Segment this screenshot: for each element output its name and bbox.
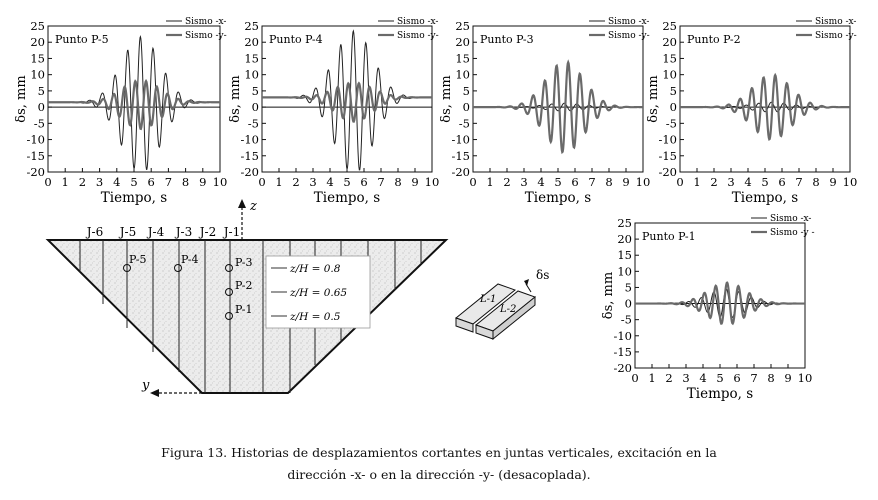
legend-label: Sismo -x- <box>608 17 650 27</box>
x-axis-label: Tiempo, s <box>686 386 754 402</box>
x-tick-label: 5 <box>761 175 769 189</box>
legend-label: Sismo -y- <box>185 31 227 41</box>
plot-frame <box>635 223 805 368</box>
joint-label-j6: J-6 <box>86 225 104 239</box>
x-tick-label: 2 <box>503 175 511 189</box>
x-tick-label: 10 <box>842 175 858 189</box>
y-tick-label: -5 <box>458 116 470 131</box>
x-tick-label: 0 <box>631 371 639 385</box>
y-axis-label: δs, mm <box>14 75 29 123</box>
x-tick-label: 0 <box>258 175 266 189</box>
x-axis-label: Tiempo, s <box>731 190 799 206</box>
x-tick-label: 2 <box>665 371 673 385</box>
x-tick-label: 9 <box>622 175 630 189</box>
x-tick-label: 9 <box>199 175 207 189</box>
series-line-sismo-x <box>262 31 432 170</box>
chart-punto-p4 <box>228 17 439 206</box>
y-axis-label: y <box>142 378 150 393</box>
x-tick-label: 7 <box>164 175 173 189</box>
y-tick-label: 25 <box>617 216 632 230</box>
x-tick-label: 1 <box>486 175 494 189</box>
figure-caption-line1: Figura 13. Historias de desplazamientos cortantes en juntas verticales, excitación en la <box>161 445 717 460</box>
y-tick-label: 0 <box>251 100 259 115</box>
chart-punto-p3 <box>439 17 650 206</box>
y-tick-label: 15 <box>244 51 259 66</box>
y-tick-label: -5 <box>620 312 632 327</box>
y-tick-label: 20 <box>30 35 45 50</box>
x-tick-label: 6 <box>778 175 786 189</box>
x-tick-label: 1 <box>275 175 283 189</box>
y-tick-label: 10 <box>455 67 470 82</box>
x-tick-label: 9 <box>411 175 419 189</box>
block-label-l2: L-2 <box>500 304 517 315</box>
y-tick-label: -20 <box>613 361 632 375</box>
depth-level-065: z/H = 0.65 <box>290 287 348 299</box>
chart-title: Punto P-2 <box>687 33 741 46</box>
x-tick-label: 6 <box>571 175 579 189</box>
legend-label: Sismo -y - <box>770 228 815 238</box>
y-tick-label: -15 <box>240 148 259 163</box>
x-axis-label: Tiempo, s <box>313 190 381 206</box>
x-tick-label: 4 <box>326 175 334 189</box>
x-tick-label: 8 <box>181 175 190 189</box>
y-tick-label: 10 <box>617 264 632 279</box>
y-tick-label: 25 <box>662 19 677 33</box>
y-tick-label: 0 <box>37 100 45 115</box>
x-axis-label: Tiempo, s <box>100 190 168 206</box>
y-tick-label: 0 <box>669 100 677 115</box>
x-tick-label: 2 <box>710 175 718 189</box>
x-tick-label: 10 <box>424 175 440 189</box>
x-tick-label: 7 <box>377 175 385 189</box>
chart-title: Punto P-4 <box>269 33 323 46</box>
x-tick-label: 6 <box>360 175 368 189</box>
y-arrow-head <box>150 389 159 397</box>
x-tick-label: 2 <box>78 175 87 189</box>
x-tick-label: 4 <box>699 371 707 385</box>
y-tick-label: -15 <box>613 344 632 359</box>
y-tick-label: 15 <box>662 51 677 66</box>
series-line-sismo-y <box>262 83 432 121</box>
x-tick-label: 5 <box>343 175 351 189</box>
z-arrow-head <box>238 199 246 208</box>
x-tick-label: 4 <box>113 175 121 189</box>
legend-label: Sismo -x- <box>815 17 857 27</box>
y-tick-label: -5 <box>665 116 677 131</box>
x-tick-label: 9 <box>784 371 792 385</box>
x-tick-label: 4 <box>537 175 545 189</box>
y-tick-label: -5 <box>247 116 259 131</box>
x-tick-label: 3 <box>309 175 317 189</box>
chart-title: Punto P-5 <box>55 33 109 46</box>
x-tick-label: 10 <box>635 175 651 189</box>
z-axis-label: z <box>250 199 257 214</box>
joint-label-j5: J-5 <box>119 225 137 239</box>
x-tick-label: 10 <box>212 175 228 189</box>
dam-cross-section <box>48 199 446 397</box>
y-tick-label: 5 <box>669 83 677 98</box>
x-tick-label: 6 <box>733 371 741 385</box>
x-tick-label: 7 <box>795 175 803 189</box>
legend-label: Sismo -y- <box>397 31 439 41</box>
x-tick-label: 4 <box>744 175 752 189</box>
y-tick-label: 5 <box>37 83 45 98</box>
joint-label-j3: J-3 <box>175 225 193 239</box>
legend-label: Sismo -y- <box>608 31 650 41</box>
y-tick-label: -10 <box>26 132 45 147</box>
point-label-p3: P-3 <box>235 256 253 269</box>
y-tick-label: 20 <box>244 35 259 50</box>
y-tick-label: -15 <box>451 148 470 163</box>
x-tick-label: 5 <box>716 371 724 385</box>
chart-title: Punto P-3 <box>480 33 534 46</box>
x-tick-label: 3 <box>520 175 528 189</box>
y-tick-label: 5 <box>462 83 470 98</box>
y-tick-label: -20 <box>451 165 470 179</box>
point-label-p5: P-5 <box>129 253 147 266</box>
x-tick-label: 8 <box>605 175 613 189</box>
x-tick-label: 8 <box>812 175 820 189</box>
y-tick-label: 10 <box>662 67 677 82</box>
y-tick-label: 20 <box>662 35 677 50</box>
y-tick-label: -5 <box>33 116 45 131</box>
y-tick-label: 15 <box>617 248 632 263</box>
y-tick-label: 15 <box>30 51 45 66</box>
legend-label: Sismo -y- <box>815 31 857 41</box>
y-axis-label: δs, mm <box>601 271 616 320</box>
x-tick-label: 8 <box>767 371 775 385</box>
joint-label-j4: J-4 <box>147 225 165 239</box>
point-label-p1: P-1 <box>235 303 253 316</box>
y-tick-label: -15 <box>658 148 677 163</box>
figure-caption-line2: dirección -x- o en la dirección -y- (desacoplada). <box>287 467 591 482</box>
y-tick-label: 20 <box>455 35 470 50</box>
y-axis-label: δs, mm <box>228 75 243 123</box>
y-tick-label: -10 <box>240 132 259 147</box>
y-axis-label: δs, mm <box>646 75 661 123</box>
y-tick-label: 0 <box>624 296 632 311</box>
x-tick-label: 9 <box>829 175 837 189</box>
x-tick-label: 0 <box>44 175 52 189</box>
point-label-p4: P-4 <box>181 253 199 266</box>
x-tick-label: 3 <box>95 175 104 189</box>
x-tick-label: 1 <box>61 175 69 189</box>
y-tick-label: -20 <box>240 165 259 179</box>
x-tick-label: 7 <box>588 175 596 189</box>
x-tick-label: 5 <box>130 175 138 189</box>
y-tick-label: 25 <box>455 19 470 33</box>
series-line-sismo-y <box>48 81 220 129</box>
depth-level-08: z/H = 0.8 <box>290 263 341 275</box>
y-tick-label: 15 <box>455 51 470 66</box>
x-tick-label: 3 <box>727 175 735 189</box>
x-tick-label: 0 <box>676 175 684 189</box>
x-tick-label: 3 <box>682 371 690 385</box>
x-tick-label: 0 <box>469 175 477 189</box>
chart-title: Punto P-1 <box>642 230 696 243</box>
x-tick-label: 1 <box>693 175 701 189</box>
y-tick-label: 5 <box>251 83 259 98</box>
delta-s-label: δs <box>536 268 550 282</box>
depth-level-05: z/H = 0.5 <box>290 311 341 323</box>
x-tick-label: 2 <box>292 175 300 189</box>
y-axis-label: δs, mm <box>439 75 454 123</box>
x-tick-label: 5 <box>554 175 562 189</box>
x-axis-label: Tiempo, s <box>524 190 592 206</box>
y-tick-label: -10 <box>451 132 470 147</box>
y-tick-label: 25 <box>244 19 259 33</box>
x-tick-label: 7 <box>750 371 758 385</box>
y-tick-label: -15 <box>26 148 45 163</box>
y-tick-label: 10 <box>30 67 45 82</box>
chart-punto-p5 <box>14 17 227 206</box>
x-tick-label: 1 <box>648 371 656 385</box>
y-tick-label: -10 <box>658 132 677 147</box>
x-tick-label: 8 <box>394 175 402 189</box>
y-tick-label: -10 <box>613 328 632 343</box>
x-tick-label: 6 <box>147 175 155 189</box>
y-tick-label: -20 <box>26 165 45 179</box>
joint-label-j1: J-1 <box>223 225 241 239</box>
legend-label: Sismo -x- <box>397 17 439 27</box>
y-tick-label: -20 <box>658 165 677 179</box>
y-tick-label: 25 <box>30 19 45 33</box>
y-tick-label: 0 <box>462 100 470 115</box>
x-tick-label: 10 <box>797 371 813 385</box>
legend-label: Sismo -x- <box>185 17 227 27</box>
legend-label: Sismo -x- <box>770 214 812 224</box>
chart-punto-p1 <box>601 214 815 402</box>
chart-punto-p2 <box>646 17 857 206</box>
y-tick-label: 10 <box>244 67 259 82</box>
joint-label-j2: J-2 <box>199 225 217 239</box>
point-label-p2: P-2 <box>235 279 253 292</box>
y-tick-label: 5 <box>624 280 632 295</box>
block-label-l1: L-1 <box>480 294 497 305</box>
joint-blocks-inset <box>456 268 549 339</box>
y-tick-label: 20 <box>617 232 632 247</box>
